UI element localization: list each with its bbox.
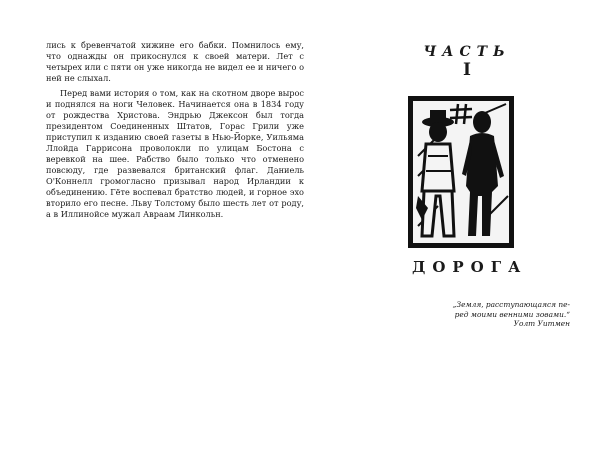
part-label: ЧАСТЬ [423,44,511,60]
paragraph-2: Перед вами история о том, как на скотном дворе вырос и поднялся на ноги Человек. Начинается она в 1834 году от рождества Христова. Эндрью Джексон был тогда президентом Соединенных Штатов, Горас Грили уже приступил к изданию своей газеты в Нью-Йорке, Уильяма Ллойда Гаррисона проволокли по улицам Бостона с веревкой на шее. Рабство было только что отменено повсюду, где развевался британский флаг. Даниель О'Коннелл громогласно призывал народ Ирландии к объединению. Гёте воспевал братство людей, и горное эхо вторило его песне. Льву Толстому было шесть лет от роду, а в Иллинойсе мужал Авраам Линкольн. [46,88,304,219]
part-number: I [463,60,471,80]
epigraph [430,300,570,329]
paragraph-1: лись к бревенчатой хижине его бабки. Помнилось ему, что однажды он прикоснулся к своей матери. Лет с четырех или с пяти он уже никогда не видел ее и ничего о ней не слыхал. [46,40,304,83]
epigraph-line-2: ред моими венними зовами.“ [454,309,570,319]
woodcut-two-figures-icon [408,96,514,248]
epigraph-author: Уолт Уитмен [513,319,570,328]
part-title: ДОРОГА [412,258,528,276]
epigraph-line-1: „Земля, расступающаяся пе- [452,300,570,309]
left-page-text [46,40,304,220]
